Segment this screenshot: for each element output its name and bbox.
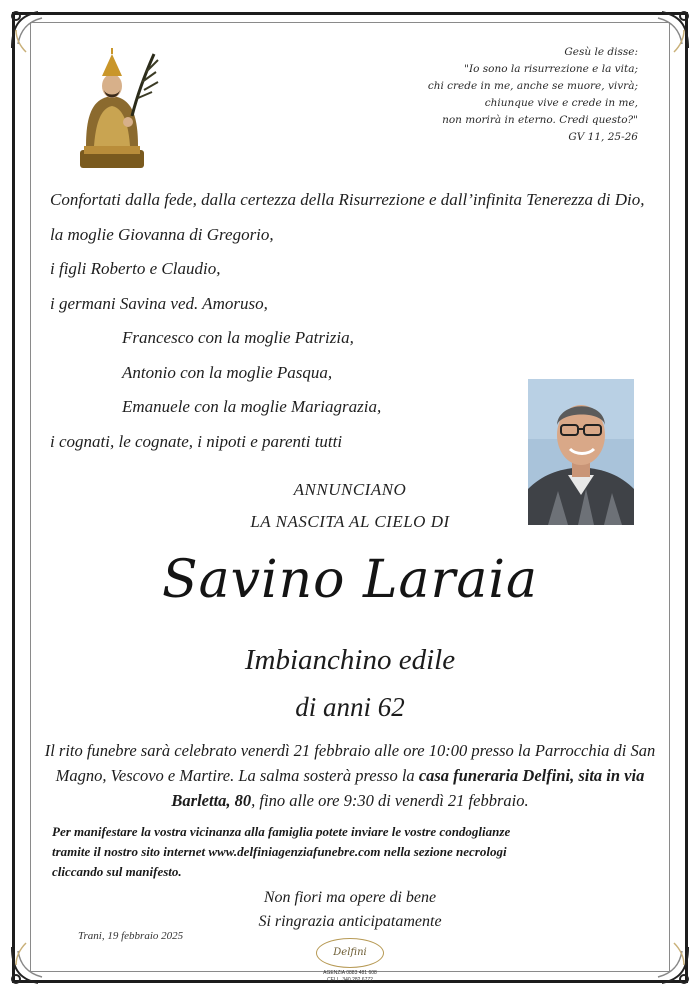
quote-reference: GV 11, 25-26 [568, 131, 638, 143]
condolences-line: Per manifestare la vostra vicinanza alla famiglia potete inviare le vostre condoglianze [52, 824, 511, 839]
body-line: Antonio con la moglie Pasqua, [122, 362, 333, 382]
scripture-quote [378, 44, 638, 146]
condolences-line: cliccando sul manifesto. [52, 864, 182, 879]
corner-ornament-icon [8, 8, 54, 54]
quote-line: chi crede in me, anche se muore, vivrà; [427, 80, 638, 92]
logo-cell-phone: CELL. 340 282 6772 [327, 977, 373, 983]
quote-line: chiunque vive e crede in me, [484, 97, 638, 109]
quote-line: Gesù le disse: [564, 46, 638, 58]
quote-line: "Io sono la risurrezione e la vita; [464, 63, 638, 75]
funeral-text: , fino alle ore 9:30 di venerdì 21 febbraio. [251, 791, 529, 810]
funeral-text: Il rito funebre sarà celebrato venerdì 21 febbraio alle ore 10:00 presso la Parrocchia di San Magno, Vescovo e Martire. La salma sosterà presso la [44, 741, 656, 785]
body-line: i germani Savina ved. Amoruso, [50, 293, 268, 313]
body-line: Confortati dalla fede, dalla certezza della Risurrezione e dall’infinita Tenerezza di Dio, [50, 190, 645, 209]
closing-line: Si ringrazia anticipatamente [258, 913, 442, 930]
closing-line: Non fiori ma opere di bene [263, 889, 437, 906]
closing-text [0, 886, 700, 934]
announce-line-2: LA NASCITA AL CIELO DI [250, 512, 450, 531]
saint-statue-image [72, 42, 162, 170]
body-line: i cognati, le cognate, i nipoti e parenti tutti [50, 431, 343, 451]
logo-agency-phone: AGENZIA 0883 481 608 [323, 970, 377, 976]
corner-ornament-icon [646, 8, 692, 54]
deceased-age: di anni 62 [295, 692, 405, 722]
announce-line-1: ANNUNCIANO [293, 480, 407, 499]
corner-ornament-icon [8, 941, 54, 987]
funeral-home-address: casa funeraria Delfini, sita in via Barletta, 80 [171, 766, 645, 810]
logo-brand: Delfini [333, 947, 367, 958]
place-date: Trani, 19 febbraio 2025 [78, 930, 184, 942]
body-line: la moglie Giovanna di Gregorio, [50, 224, 274, 244]
deceased-name: Savino Laraia [162, 550, 538, 610]
funeral-details [40, 738, 660, 813]
quote-line: non morirà in eterno. Credi questo?" [442, 114, 638, 126]
condolences-line: tramite il nostro sito internet www.delfiniagenziafunebre.com nella sezione necrologi [52, 844, 507, 859]
deceased-photo [528, 379, 634, 525]
corner-ornament-icon [646, 941, 692, 987]
condolences-note [52, 822, 662, 882]
logo-oval [316, 938, 384, 968]
deceased-profession: Imbianchino edile [244, 644, 456, 676]
body-line: Francesco con la moglie Patrizia, [122, 328, 354, 347]
agency-logo [312, 938, 388, 990]
body-line: i figli Roberto e Claudio, [50, 259, 221, 278]
body-line: Emanuele con la moglie Mariagrazia, [122, 397, 382, 416]
